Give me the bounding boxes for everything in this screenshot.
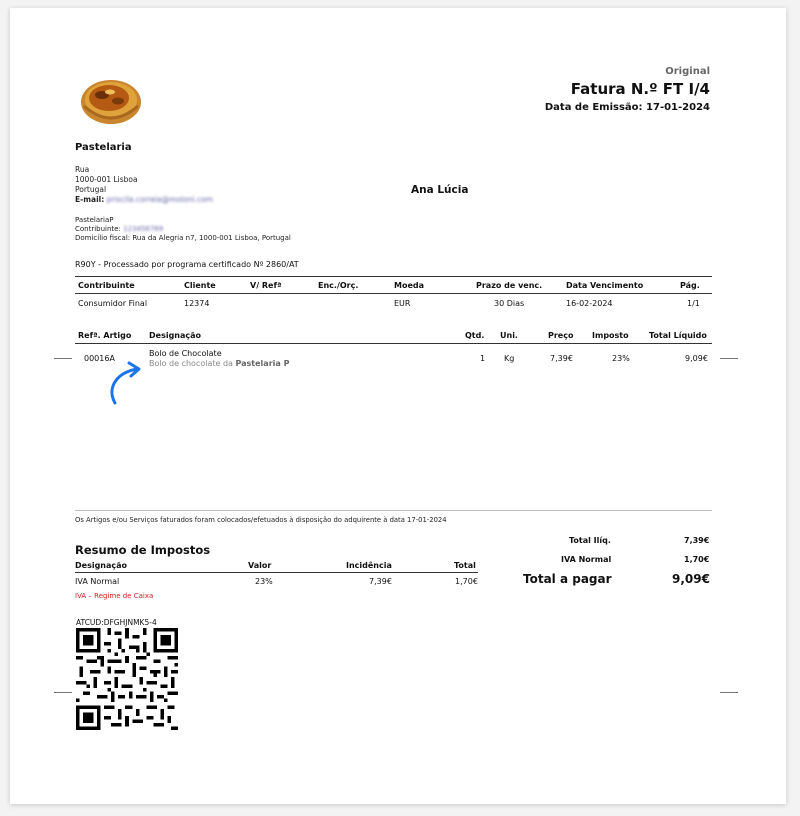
items-table-header-rule bbox=[75, 343, 712, 344]
client-name: Ana Lúcia bbox=[411, 184, 469, 196]
tax-summary-rule bbox=[75, 572, 478, 573]
company-logo-icon bbox=[80, 72, 142, 128]
company-fiscal-block bbox=[75, 216, 291, 243]
email-value: priscila.correia@moloni.com bbox=[106, 195, 213, 204]
atcud-code: ATCUD:DFGHJNMK5-4 bbox=[76, 618, 157, 627]
vat-label: IVA Normal bbox=[561, 555, 612, 564]
info-header-payment-term: Prazo de venc. bbox=[476, 281, 543, 290]
company-country: Portugal bbox=[75, 185, 107, 194]
items-header-price: Preço bbox=[548, 331, 574, 340]
info-header-currency: Moeda bbox=[394, 281, 425, 290]
item-description bbox=[149, 359, 289, 368]
tax-header-designation: Designação bbox=[75, 561, 128, 570]
invoice-title: Fatura N.º FT I/4 bbox=[570, 80, 710, 98]
item-name: Bolo de Chocolate bbox=[149, 349, 222, 358]
contributor-value: 123456789 bbox=[123, 225, 164, 233]
tax-row-value: 23% bbox=[255, 577, 273, 586]
item-tax: 23% bbox=[612, 354, 630, 363]
company-address bbox=[75, 165, 213, 205]
company-street: Rua bbox=[75, 165, 90, 174]
tax-header-incidence: Incidência bbox=[346, 561, 392, 570]
info-header-contributor: Contribuinte bbox=[78, 281, 135, 290]
item-total: 9,09€ bbox=[685, 354, 708, 363]
info-page-value: 1/1 bbox=[687, 299, 700, 308]
item-ref: 00016A bbox=[84, 354, 115, 363]
company-trade-name: PastelariaP bbox=[75, 216, 114, 224]
contributor-label: Contribuinte: bbox=[75, 225, 121, 233]
certification-text: R90Y - Processado por programa certificado Nº 2860/AT bbox=[75, 260, 299, 269]
info-client-value: 12374 bbox=[184, 299, 210, 308]
company-contributor bbox=[75, 225, 291, 234]
total-to-pay-label: Total a pagar bbox=[523, 572, 612, 586]
company-name: Pastelaria bbox=[75, 142, 132, 153]
tax-row-total: 1,70€ bbox=[455, 577, 478, 586]
invoice-page bbox=[10, 8, 786, 804]
punch-mark-right bbox=[720, 692, 738, 693]
company-fiscal-address: Domicílio fiscal: Rua da Alegria n7, 1000-001 Lisboa, Portugal bbox=[75, 234, 291, 242]
info-header-due-date: Data Vencimento bbox=[566, 281, 644, 290]
tax-summary-title: Resumo de Impostos bbox=[75, 543, 211, 557]
items-header-ref: Refª. Artigo bbox=[78, 331, 132, 340]
tax-row-designation: IVA Normal bbox=[75, 577, 120, 586]
issue-date: Data de Emissão: 17-01-2024 bbox=[544, 102, 710, 113]
tax-regime-note: IVA – Regime de Caixa bbox=[75, 592, 154, 600]
info-due-date-value: 16-02-2024 bbox=[566, 299, 613, 308]
info-header-page: Pág. bbox=[680, 281, 700, 290]
tax-header-value: Valor bbox=[248, 561, 272, 570]
qr-code-icon bbox=[76, 628, 178, 730]
footer-divider bbox=[75, 510, 712, 511]
item-description-brand: Pastelaria P bbox=[235, 359, 290, 368]
items-header-tax: Imposto bbox=[592, 331, 629, 340]
vat-value: 1,70€ bbox=[684, 555, 710, 564]
company-email bbox=[75, 195, 213, 205]
disclaimer-text: Os Artigos e/ou Serviços faturados foram colocados/efetuados à disposição do adquirente à data 17-01-2024 bbox=[75, 516, 447, 524]
fold-mark-left bbox=[54, 358, 72, 359]
item-qty: 1 bbox=[480, 354, 486, 363]
tax-row-incidence: 7,39€ bbox=[369, 577, 392, 586]
item-price: 7,39€ bbox=[550, 354, 573, 363]
company-postcode-city: 1000-001 Lisboa bbox=[75, 175, 138, 184]
punch-mark-left bbox=[54, 692, 72, 693]
document-status: Original bbox=[665, 66, 710, 77]
items-header-designation: Designação bbox=[149, 331, 202, 340]
item-description-text: Bolo de chocolate da bbox=[149, 359, 236, 368]
fold-mark-right bbox=[720, 358, 738, 359]
info-contributor-value: Consumidor Final bbox=[78, 299, 148, 308]
info-table-header-rule bbox=[75, 293, 712, 294]
items-header-qty: Qtd. bbox=[465, 331, 485, 340]
net-total-label: Total Ilíq. bbox=[569, 536, 611, 545]
info-header-client: Cliente bbox=[184, 281, 216, 290]
net-total-value: 7,39€ bbox=[684, 536, 710, 545]
curved-arrow-icon bbox=[105, 361, 151, 411]
info-header-order: Enc./Orç. bbox=[318, 281, 359, 290]
items-header-total: Total Líquido bbox=[649, 331, 707, 340]
info-table-top-rule bbox=[75, 276, 712, 277]
email-label: E-mail: bbox=[75, 195, 105, 204]
info-header-your-ref: V/ Refª bbox=[250, 281, 282, 290]
tax-header-total: Total bbox=[454, 561, 476, 570]
total-to-pay-value: 9,09€ bbox=[672, 572, 710, 586]
info-payment-term-value: 30 Dias bbox=[494, 299, 525, 308]
items-header-unit: Uni. bbox=[500, 331, 518, 340]
info-currency-value: EUR bbox=[394, 299, 411, 308]
item-unit: Kg bbox=[504, 354, 515, 363]
